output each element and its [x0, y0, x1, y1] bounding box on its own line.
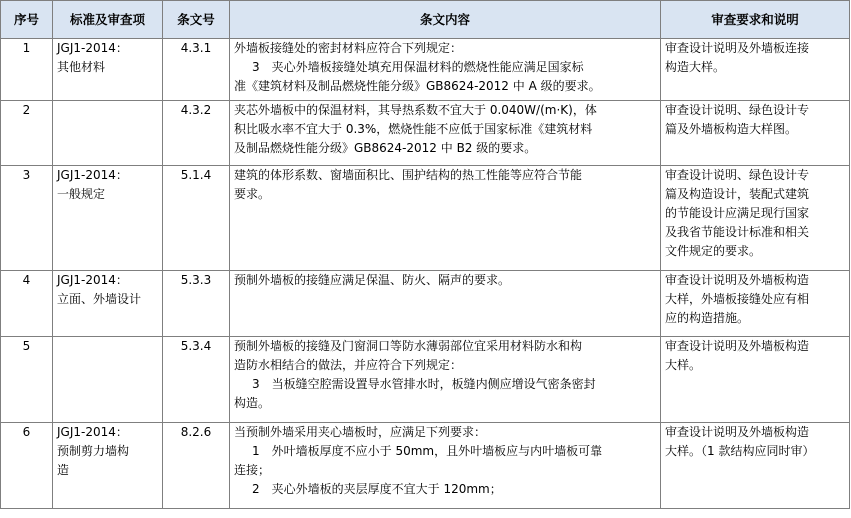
content-cell: 外墙板接缝处的密封材料应符合下列规定： 3 夹心外墙板接缝处填充用保温材料的燃烧性能应满足国家标 准《建筑材料及制品燃烧性能分级》GB8624-2012 中 A 级的要求。 — [230, 39, 661, 101]
table-row — [1, 101, 850, 166]
table-row — [1, 271, 850, 337]
clause-cell: 5.1.4 — [163, 166, 230, 271]
content-cell: 预制外墙板的接缝及门窗洞口等防水薄弱部位宜采用材料防水和构 造防水相结合的做法，并应符合下列规定： 3 当板缝空腔需设置导水管排水时，板缝内侧应增设气密条密封 构造。 — [230, 337, 661, 423]
standard-cell: JGJ1-2014： 立面、外墙设计 — [53, 271, 163, 337]
seq-cell: 6 — [1, 423, 53, 509]
standard-cell: JGJ1-2014： 其他材料 — [53, 39, 163, 101]
content-cell: 当预制外墙采用夹心墙板时，应满足下列要求： 1 外叶墙板厚度不应小于 50mm，且外叶墙板应与内叶墙板可靠 连接； 2 夹心外墙板的夹层厚度不宜大于 120mm； — [230, 423, 661, 509]
content-cell: 建筑的体形系数、窗墙面积比、围护结构的热工性能等应符合节能 要求。 — [230, 166, 661, 271]
table-row — [1, 337, 850, 423]
standard-cell: JGJ1-2014： 一般规定 — [53, 166, 163, 271]
header-row — [1, 1, 850, 39]
clause-cell: 5.3.3 — [163, 271, 230, 337]
header-seq: 序号 — [1, 1, 53, 39]
clause-cell: 4.3.1 — [163, 39, 230, 101]
seq-cell: 2 — [1, 101, 53, 166]
table-row — [1, 423, 850, 509]
seq-cell: 3 — [1, 166, 53, 271]
seq-cell: 1 — [1, 39, 53, 101]
requirement-cell: 审查设计说明及外墙板构造 大样。（1 款结构应同时审） — [661, 423, 850, 509]
clause-cell: 5.3.4 — [163, 337, 230, 423]
standard-cell: JGJ1-2014： 预制剪力墙构 造 — [53, 423, 163, 509]
standard-cell — [53, 101, 163, 166]
header-standard: 标准及审查项 — [53, 1, 163, 39]
content-cell: 夹芯外墙板中的保温材料，其导热系数不宜大于 0.040W/(m·K)，体 积比吸水率不宜大于 0.3%，燃烧性能不应低于国家标准《建筑材料 及制品燃烧性能分级》GB8624-2012 中 B2 级的要求。 — [230, 101, 661, 166]
seq-cell: 5 — [1, 337, 53, 423]
requirement-cell: 审查设计说明及外墙板构造 大样，外墙板接缝处应有相 应的构造措施。 — [661, 271, 850, 337]
header-clause: 条文号 — [163, 1, 230, 39]
requirement-cell: 审查设计说明、绿色设计专 篇及外墙板构造大样图。 — [661, 101, 850, 166]
table-row — [1, 166, 850, 271]
requirement-cell: 审查设计说明、绿色设计专 篇及构造设计，装配式建筑 的节能设计应满足现行国家 及我省节能设计标准和相关 文件规定的要求。 — [661, 166, 850, 271]
header-content: 条文内容 — [230, 1, 661, 39]
clause-cell: 4.3.2 — [163, 101, 230, 166]
requirement-cell: 审查设计说明及外墙板连接 构造大样。 — [661, 39, 850, 101]
requirement-cell: 审查设计说明及外墙板构造 大样。 — [661, 337, 850, 423]
content-cell: 预制外墙板的接缝应满足保温、防火、隔声的要求。 — [230, 271, 661, 337]
standard-cell — [53, 337, 163, 423]
header-requirement: 审查要求和说明 — [661, 1, 850, 39]
clause-cell: 8.2.6 — [163, 423, 230, 509]
seq-cell: 4 — [1, 271, 53, 337]
table-row — [1, 39, 850, 101]
